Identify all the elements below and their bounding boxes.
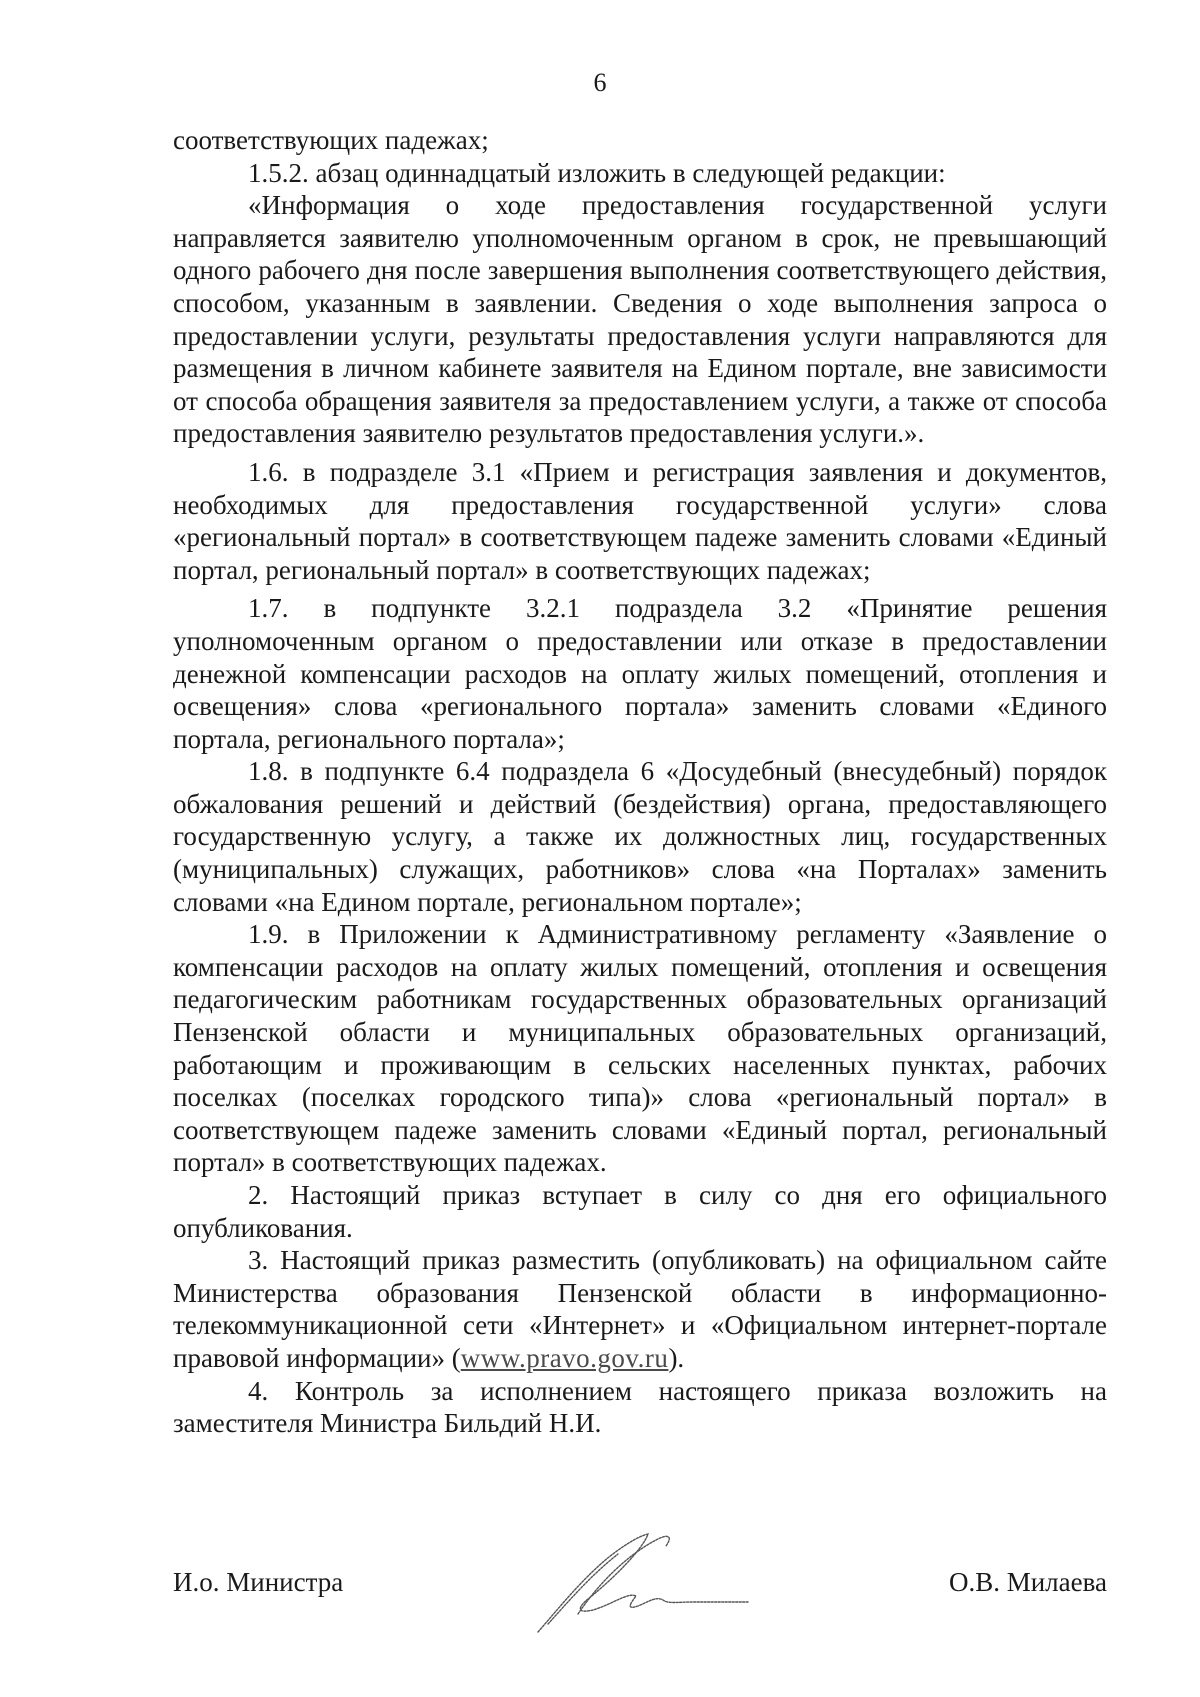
signature-block [173, 1534, 1107, 1654]
paragraph-1-7: 1.7. в подпункте 3.2.1 подраздела 3.2 «Принятие решения уполномоченным органом о предоставлении или отказе в предоставлении денежной компенсации расходов на оплату жилых помещений, отопления и освещения» слова «регионального портала» заменить словами «Единого портала, регионального портала»; [173, 593, 1107, 754]
paragraph-continuation: соответствующих падежах; [173, 125, 489, 155]
paragraph-quote-information: «Информация о ходе предоставления государственной услуги направляется заявителю уполномоченным органом в срок, не превышающий одного рабочего дня после завершения выполнения соответствующего действия, способом, указанным в заявлении. Сведения о ходе выполнения запроса о предоставлении услуги, результаты предоставления услуги направляются для размещения в личном кабинете заявителя на Едином портале, вне зависимости от способа обращения заявителя за предоставлением услуги, а также от способа предоставления заявителю результатов предоставления услуги.». [173, 190, 1107, 449]
paragraph-1-6: 1.6. в подразделе 3.1 «Прием и регистрация заявления и документов, необходимых для предоставления государственной услуги» слова «региональный портал» в соответствующем падеже заменить словами «Единый портал, региональный портал» в соответствующих падежах; [173, 456, 1107, 585]
document-body [173, 124, 1107, 1440]
paragraph-3-text: 3. Настоящий приказ разместить (опубликовать) на официальном сайте Министерства образования Пензенской области в информационно-телекоммуникационной сети «Интернет» и «Официальном интернет-портале правовой информации» ( [173, 1245, 1107, 1373]
handwritten-signature [518, 1514, 768, 1644]
paragraph-1-9: 1.9. в Приложении к Административному регламенту «Заявление о компенсации расходов на оплату жилых помещений, отопления и освещения педагогическим работникам государственных образовательных организаций Пензенской области и муниципальных образовательных организаций, работающим и проживающим в сельских населенных пунктах, рабочих поселках (поселках городского типа)» слова «региональный портал» в соответствующем падеже заменить словами «Единый портал, региональный портал» в соответствующих падежах. [173, 919, 1107, 1178]
paragraph-3 [173, 1244, 1107, 1374]
signatory-name: О.В. Милаева [948, 1567, 1107, 1597]
paragraph-4: 4. Контроль за исполнением настоящего приказа возложить на заместителя Министра Бильдий Н.И. [173, 1375, 1107, 1439]
paragraph-3-tail: ). [668, 1342, 685, 1373]
paragraph-1-8: 1.8. в подпункте 6.4 подраздела 6 «Досудебный (внесудебный) порядок обжалования решений и действий (бездействия) органа, предоставляющего государственную услугу, а также их должностных лиц, государственных (муниципальных) служащих, работников» слова «на Порталах» заменить словами «на Едином портале, региональном портале»; [173, 756, 1107, 917]
pravo-gov-link[interactable]: www.pravo.gov.ru [460, 1342, 669, 1373]
page-number: 6 [593, 68, 607, 97]
paragraph-2: 2. Настоящий приказ вступает в силу со дня его официального опубликования. [173, 1180, 1107, 1243]
signatory-title: И.о. Министра [173, 1567, 344, 1597]
paragraph-1-5-2: 1.5.2. абзац одиннадцатый изложить в следующей редакции: [248, 157, 946, 188]
